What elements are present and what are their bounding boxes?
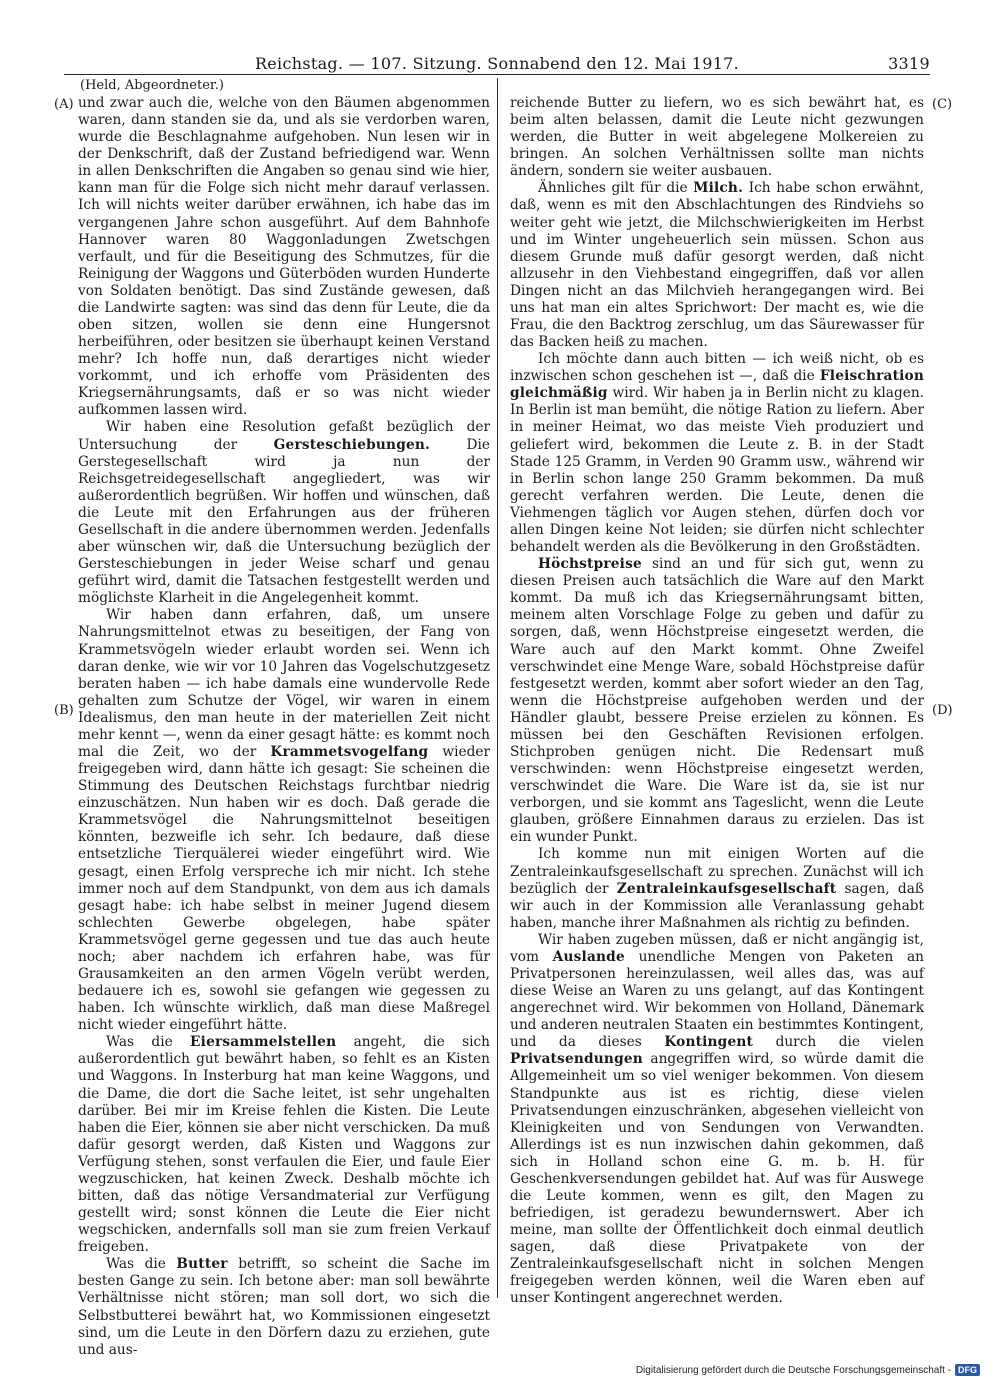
keyword: Krammetsvogelfang [270,743,429,760]
right-column [510,95,924,1308]
paragraph: Ich komme nun mit einigen Worten auf die Zentraleinkaufsgesellschaft zu sprechen. Zunächst will ich bezüglich der Zentraleinkaufsgesellschaft sagen, daß wir auch in der Kommission alle Veranlassung gehabt haben, manche ihrer Maßnahmen als richtig zu befinden. [510,846,924,931]
keyword: Eiersammelstellen [190,1034,337,1051]
credit-text: Digitalisierung gefördert durch die Deutsche Forschungsgemeinschaft - [635,1364,951,1376]
paragraph: Wir haben zugeben müssen, daß er nicht angängig ist, vom Auslande unendliche Mengen von Paketen an Privatpersonen hereinzulassen, weil alles das, was auf diese Weise an Waren zu uns gelangt, auf das Kontingent angerechnet wird. Wir bekommen von Holland, Dänemark und anderen neutralen Staaten ein bestimmtes Kontingent, und da dieses Kontingent durch die vielen Privatsendungen angegriffen wird, so würde damit die Allgemeinheit um so viel weniger bekommen. Von diesem Standpunkte aus ist es richtig, diese vielen Privatsendungen einzuschränken, abgesehen vielleicht von Kleinigkeiten und von Sendungen von Verwandten. Allerdings ist es nun inzwischen dahin gekommen, daß sich in Holland schon eine G. m. b. H. für Geschenkversendungen gebildet hat. Auf was für Auswege die Leute kommen, wenn es gilt, den Magen zu befriedigen, ist geradezu bewundernswert. Aber ich meine, man sollte der Öffentlichkeit doch einmal deutlich sagen, daß diese Privatpakete von der Zentraleinkaufsgesellschaft nicht in solchen Mengen freigegeben werden können, weil die Waren eben auf unser Kontingent angerechnet werden. [510,931,924,1307]
paragraph: Wir haben dann erfahren, daß, um unsere Nahrungsmittelnot etwas zu beseitigen, der Fang von Krammetsvögeln wieder erlaubt worden sei. Wenn ich daran denke, wie wir vor 10 Jahren das Vogelschutzgesetz beraten haben — ich habe damals eine wundervolle Rede gehalten zum Schutze der Vögel, wir waren in einem Idealismus, den man heute in der materiellen Zeit nicht mehr kennt —, wenn da einer gesagt hätte: es kommt noch mal die Zeit, wo der Krammetsvogelfang wieder freigegeben wird, dann hätte ich gesagt: Sie scheinen die Stimmung des Deutschen Reichstags furchtbar niedrig einzuschätzen. Nun haben wir es doch. Daß gerade die Krammetsvögel die Nahrungsmittelnot beseitigen könnten, bezweifle ich sehr. Ich bedaure, daß diese entsetzliche Tierquälerei wieder eingeführt wird. Wie gesagt, einen Erfolg verspreche ich mir nicht. Ich stehe immer noch auf dem Standpunkt, von dem aus ich damals gesagt habe: ich habe selbst in meiner Jugend diesem schlechten Gewerbe obgelegen, habe später Krammetsvögel gerne gegessen und tue das auch heute noch; aber nachdem ich erfahren habe, was für Grausamkeiten an den armen Vögeln verübt werden, bedauere ich es, sowohl sie gefangen wie gegessen zu haben. Ich wünschte wirklich, daß man diese Maßregel nicht wieder eingeführt hätte. [78,607,490,1034]
keyword: Butter [176,1256,228,1273]
page-number: 3319 [888,54,930,73]
column-separator [497,78,498,1298]
paragraph: Höchstpreise sind an und für sich gut, wenn zu diesen Preisen auch tatsächlich die Ware auf den Markt kommt. Da muß ich das Kriegsernährungsamt bitten, meinem alten Vorschlage Folge zu geben und dafür zu sorgen, daß, wenn Höchstpreise eingesetzt werden, die Ware auch auf den Markt kommt. Ohne Zweifel verschwindet eine Menge Ware, sobald Höchstpreise dafür festgesetzt werden, kommt aber sofort wieder an den Tag, wenn die Höchstpreise aufgehoben werden und der Händler glaubt, bessere Preise erzielen zu können. Es müssen bei den Geschäften Revisionen erfolgen. Stichproben genügen nicht. Die Redensart muß verschwinden: wenn Höchstpreise eingesetzt werden, verschwindet die Ware. Die Ware ist da, sie ist nur verborgen, und sie kommt ans Tageslicht, wenn die Leute glauben, größere Einnahmen daraus zu erzielen. Das ist ein wunder Punkt. [510,556,924,846]
left-column [78,95,490,1359]
margin-mark-d: (D) [932,703,953,718]
paragraph: reichende Butter zu liefern, wo es sich bewährt hat, es beim alten belassen, damit die Leute nicht gezwungen werden, die Butter in weit abgelegene Molkereien zu bringen. An solchen Verhältnissen sollte man nichts ändern, sondern sie weiter ausbauen. [510,95,924,180]
keyword: Höchstpreise [538,556,642,573]
margin-mark-a: (A) [54,97,74,112]
digitization-credit [636,1364,980,1376]
keyword: Zentraleinkaufsgesellschaft [616,880,837,897]
keyword: Auslande [552,948,625,965]
margin-mark-c: (C) [932,97,953,112]
paragraph: Was die Eiersammelstellen angeht, die sich außerordentlich gut bewährt haben, so fehlt es an Kisten und Waggons. In Insterburg hat man keine Waggons, und die Dame, die dort die Sache leitet, ist sehr ungehalten darüber. Bei mir im Kreise fehlen die Kisten. Die Leute haben die Eier, können sie aber nicht verschicken. Da muß dafür gesorgt werden, daß Kisten und Waggons zur Verfügung stehen, sonst verfaulen die Eier, und faule Eier wegzuschicken, hat keinen Zweck. Deshalb möchte ich bitten, daß das nötige Versandmaterial zur Verfügung gestellt wird; sonst können die Leute die Eier nicht wegschicken, andernfalls soll man sie zum freien Verkauf freigeben. [78,1034,490,1256]
paragraph: Wir haben eine Resolution gefaßt bezüglich der Untersuchung der Gersteschiebungen. Die Gerstegesellschaft wird ja nun der Reichsgetreidegesellschaft angegliedert, was wir außerordentlich begrüßen. Wir hoffen und wünschen, daß die Leute mit den Erfahrungen aus der früheren Gesellschaft in die andere übernommen werden. Jedenfalls aber wünschen wir, daß die Untersuchung bezüglich der Gersteschiebungen in jeder Weise scharf und genau geführt wird, damit die Tatsachen festgestellt werden und möglichste Klarheit in die Angelegenheit kommt. [78,419,490,607]
paragraph: und zwar auch die, welche von den Bäumen abgenommen waren, dann standen sie da, und als sie verdorben waren, wurde die Beschlagnahme aufgehoben. Nun lesen wir in der Denkschrift, daß der Zustand befriedigend war. Wenn in allen Denkschriften die Angaben so genau sind wie hier, kann man für die Folge sich nicht mehr darauf verlassen. Ich will nichts weiter darüber erwähnen, ich habe das im vergangenen Jahre schon ausgeführt. Auf dem Bahnhofe Hannover waren 80 Waggonladungen Zwetschgen verfault, und für die Beseitigung des Schmutzes, für die Reinigung der Waggons und Güterböden wurden Hunderte von Soldaten benötigt. Das sind Zustände gewesen, daß die Landwirte sagten: was sind das denn für Leute, die da oben sitzen, wollen sie denn eine Hungersnot herbeiführen, oder besitzen sie überhaupt keinen Verstand mehr? Ich hoffe nun, daß derartiges nicht wieder vorkommt, und ich erhoffe vom Präsidenten des Kriegsernährungsamts, daß er so was nicht wieder aufkommen lassen wird. [78,95,490,419]
paragraph: Ich möchte dann auch bitten — ich weiß nicht, ob es inzwischen schon geschehen ist —, daß die Fleischration gleichmäßig wird. Wir haben ja in Berlin nicht zu klagen. In Berlin ist man bemüht, die nötige Ration zu liefern. Aber in meiner Heimat, wo das meiste Vieh produziert und geliefert wird, bekommen die Leute z. B. in der Stadt Stade 125 Gramm, in Verden 90 Gramm usw., während wir in Berlin schon lange 250 Gramm bekommen. Da muß gerecht verfahren werden. Die Leute, denen die Viehmengen täglich vor Augen stehen, dürfen doch vor allen Dingen keine Not leiden; sie dürfen nicht schlechter behandelt werden als die Bevölkerung in den Großstädten. [510,351,924,556]
speaker-label: (Held, Abgeordneter.) [80,78,224,93]
header-rule [64,74,930,75]
paragraph: Ähnliches gilt für die Milch. Ich habe schon erwähnt, daß, wenn es mit den Abschlachtungen des Rindviehs so weiter geht wie jetzt, die Milchschwierigkeiten im Herbst und im Winter ungeheuerlich sein müssen. Schon aus diesem Grunde muß dafür gesorgt werden, daß nicht allzusehr in den Viehbestand eingegriffen, daß vor allen Dingen nicht an das Milchvieh herangegangen wird. Bei uns hat man ein altes Sprichwort: Der macht es, wie die Frau, die den Backtrog zerschlug, um das Säurewasser für das Backen heiß zu machen. [510,180,924,351]
page-header [64,52,930,74]
keyword: Fleischration gleichmäßig [510,368,924,402]
keyword: Privatsendungen [510,1051,643,1068]
keyword: Gersteschiebungen. [273,436,430,453]
paragraph: Was die Butter betrifft, so scheint die Sache im besten Gange zu sein. Ich betone aber: man soll bewährte Verhältnisse nicht stören; man soll dort, wo sich die Selbstbutterei bewährt hat, wo Kommissionen eingesetzt sind, um die Leute in den Dörfern dazu zu erziehen, gute und aus- [78,1256,490,1358]
dfg-logo: DFG [955,1364,980,1376]
running-title: Reichstag. — 107. Sitzung. Sonnabend den 12. Mai 1917. [254,54,740,73]
margin-mark-b: (B) [54,703,74,718]
keyword: Milch. [693,180,744,197]
keyword: Kontingent [664,1034,754,1051]
